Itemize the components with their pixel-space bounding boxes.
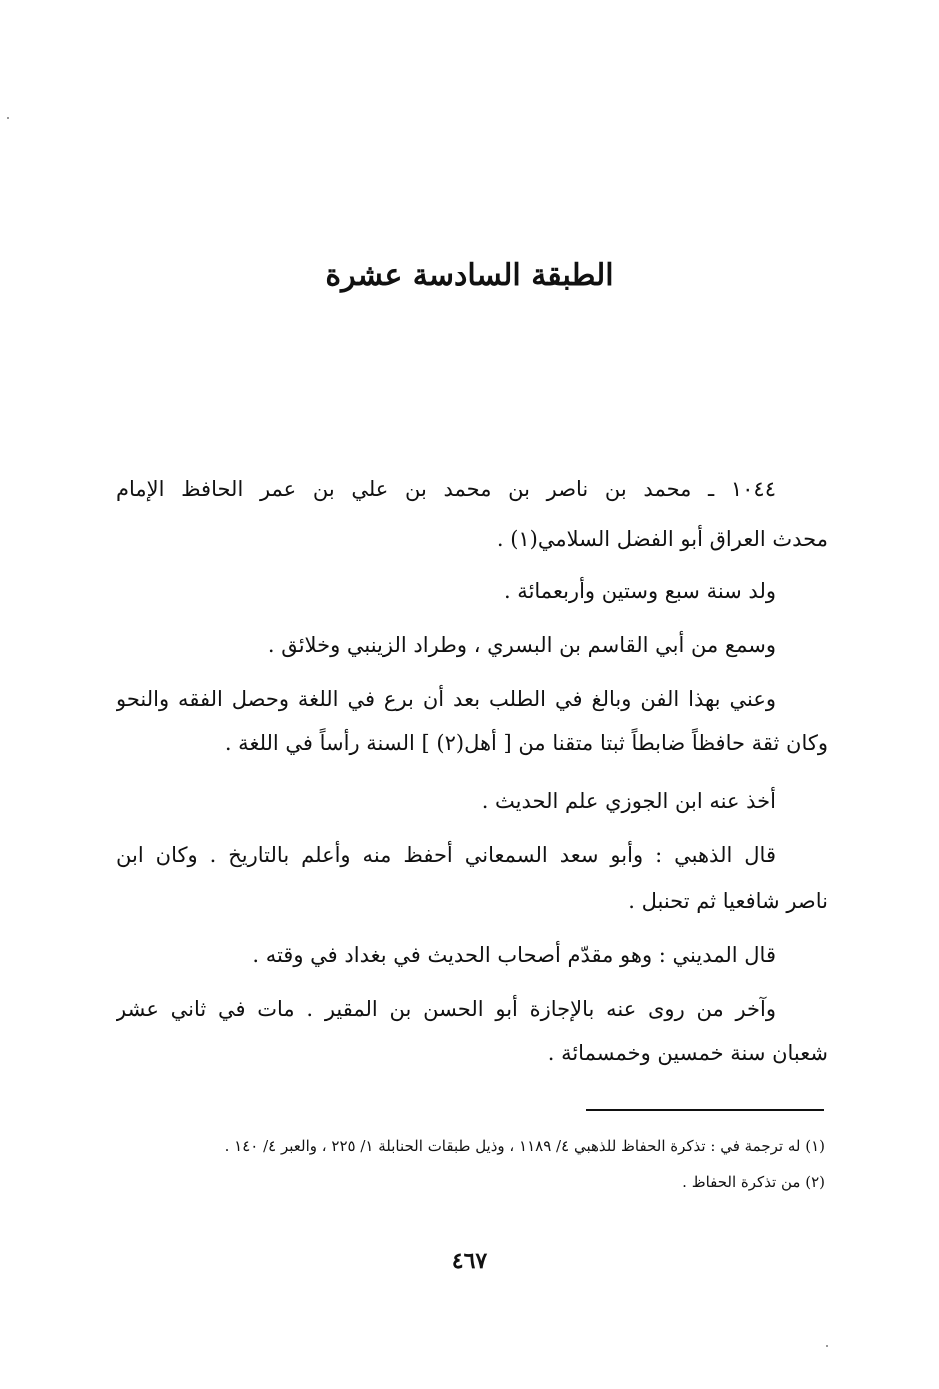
birth-paragraph: ولد سنة سبع وستين وأربعمائة . (503, 579, 776, 603)
footnote-separator (586, 1109, 824, 1111)
death-line-1: وآخر من روى عنه بالإجازة أبو الحسن بن المقير . مات في ثاني عشر (116, 997, 776, 1021)
student-paragraph: أخذ عنه ابن الجوزي علم الحديث . (481, 789, 776, 813)
scan-speck (826, 1345, 828, 1347)
section-heading: الطبقة السادسة عشرة (325, 258, 614, 293)
entry-line-2: محدث العراق أبو الفضل السلامي(١) . (496, 527, 828, 551)
scan-speck (7, 117, 9, 119)
biography-text (116, 462, 828, 1080)
footnotes (150, 1128, 825, 1200)
devotion-line-1: وعني بهذا الفن وبالغ في الطلب بعد أن برع في اللغة وحصل الفقه والنحو (116, 687, 776, 711)
death-line-2: شعبان سنة خمسين وخمسمائة . (547, 1041, 828, 1065)
footnote-1: (١) له ترجمة في : تذكرة الحفاظ للذهبي ٤/ ١١٨٩ ، وذيل طبقات الحنابلة ١/ ٢٢٥ ، والعبر ٤/ ١٤٠ . (224, 1137, 825, 1155)
entry-line-1: ١٠٤٤ ـ محمد بن ناصر بن محمد بن علي بن عمر الحافظ الإمام (116, 477, 776, 501)
teachers-paragraph: وسمع من أبي القاسم بن البسري ، وطراد الزينبي وخلائق . (267, 633, 776, 657)
dhahabi-line-2: ناصر شافعيا ثم تحنبل . (628, 889, 828, 913)
page-number: ٤٦٧ (451, 1248, 488, 1274)
devotion-line-2: وكان ثقة حافظاً ضابطاً ثبتا متقنا من [ أهل(٢) ] السنة رأساً في اللغة . (224, 731, 828, 755)
dhahabi-line-1: قال الذهبي : وأبو سعد السمعاني أحفظ منه وأعلم بالتاريخ . وكان ابن (116, 843, 776, 867)
footnote-2: (٢) من تذكرة الحفاظ . (682, 1173, 825, 1191)
madini-paragraph: قال المديني : وهو مقدّم أصحاب الحديث في بغداد في وقته . (252, 943, 776, 967)
